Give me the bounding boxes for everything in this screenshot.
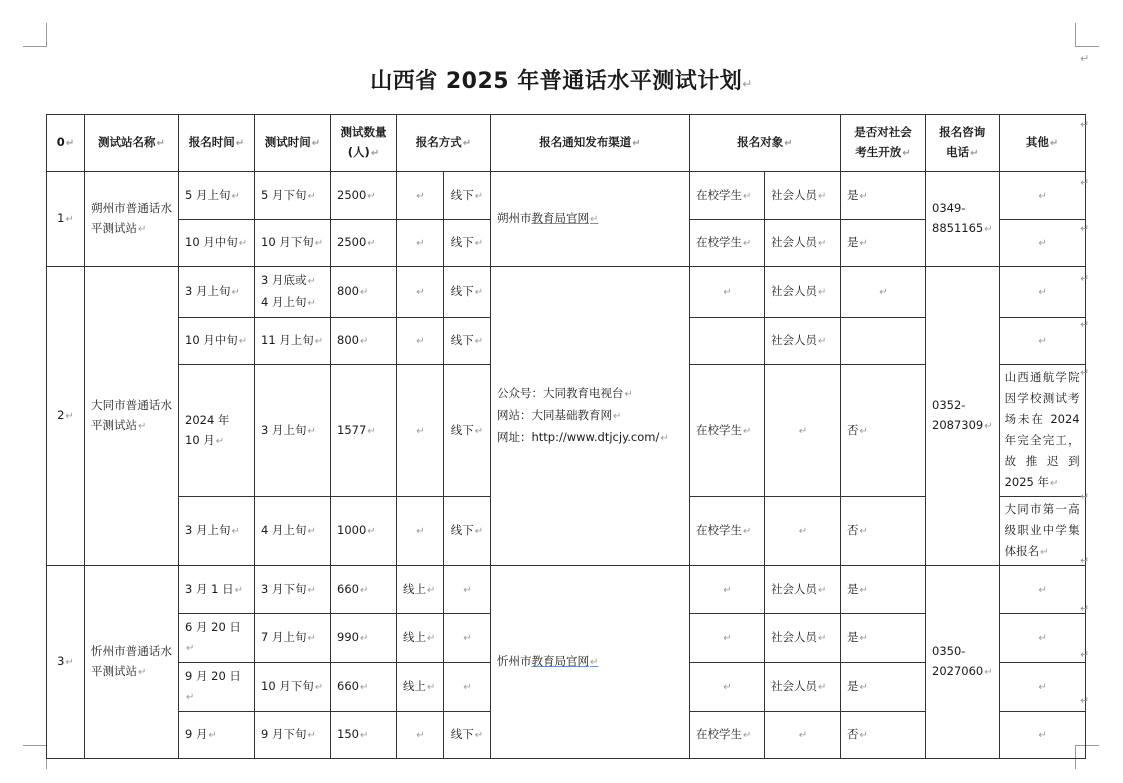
table-row: 2024 年 10 月 ↵ 3 月上旬 ↵ 1577 ↵ ↵ 线下 ↵ 在校学生 ↵ ↵ 否 ↵ 山西通航学院因学校测试考场未在 2024 年完全完工，故推迟到 2025 年 ↵	[47, 365, 1086, 497]
row-end-mark-icon: ↵	[1080, 602, 1090, 615]
header-count: 测试数量 (人) ↵	[331, 115, 397, 172]
row-end-mark-icon: ↵	[1080, 648, 1090, 661]
row-end-mark-icon: ↵	[1080, 176, 1090, 189]
table-row: 9 月 20 日 ↵ 10 月下旬 ↵ 660 ↵ 线上 ↵ ↵ ↵ 社会人员 ↵ 是 ↵ ↵	[47, 663, 1086, 712]
header-channel: 报名通知发布渠道 ↵	[491, 115, 690, 172]
row-end-mark-icon: ↵	[1080, 318, 1090, 331]
channel-link[interactable]: 教育局官网 ↵	[532, 654, 599, 668]
header-target: 报名对象 ↵	[690, 115, 841, 172]
row-end-mark-icon: ↵	[1080, 272, 1090, 285]
station-index: 3 ↵	[47, 566, 85, 759]
header-phone: 报名咨询 电话 ↵	[926, 115, 1000, 172]
station-channel: 朔州市教育局官网 ↵	[491, 172, 690, 267]
crop-mark-top-left	[23, 23, 47, 47]
table-row: 1 ↵ 朔州市普通话水平测试站 ↵ 5 月上旬 ↵ 5 月下旬 ↵ 2500 ↵ ↵ 线下 ↵ 朔州市教育局官网 ↵ 在校学生 ↵ 社会人员 ↵ 是 ↵ 0349- 8851165 ↵ ↵	[47, 172, 1086, 220]
test-plan-table	[46, 114, 1086, 759]
station-phone: 0350- 2027060 ↵	[926, 566, 1000, 759]
channel-link[interactable]: 教育局官网 ↵	[532, 211, 599, 225]
header-test-time: 测试时间 ↵	[255, 115, 331, 172]
station-phone: 0352- 2087309 ↵	[926, 267, 1000, 566]
row-end-mark-icon: ↵	[1080, 366, 1090, 379]
row-end-mark-icon: ↵	[1080, 52, 1090, 65]
remark-note: 大同市第一高级职业中学集体报名 ↵	[999, 497, 1085, 566]
channel-url[interactable]: 网址：http://www.dtjcjy.com/ ↵	[497, 427, 683, 449]
header-other: 其他 ↵	[999, 115, 1085, 172]
station-name: 忻州市普通话水平测试站 ↵	[85, 566, 179, 759]
paragraph-mark-icon: ↵	[742, 77, 753, 91]
row-end-mark-icon: ↵	[1080, 222, 1090, 235]
row-end-mark-icon: ↵	[1080, 118, 1090, 131]
table-row: 3 月上旬 ↵ 4 月上旬 ↵ 1000 ↵ ↵ 线下 ↵ 在校学生 ↵ ↵ 否 ↵ 大同市第一高级职业中学集体报名 ↵	[47, 497, 1086, 566]
header-index: 0 ↵	[47, 115, 85, 172]
document-title: 山西省 2025 年普通话水平测试计划↵	[370, 69, 753, 94]
table-row: 2 ↵ 大同市普通话水平测试站 ↵ 3 月上旬 ↵ 3 月底或 ↵ 4 月上旬 ↵ 800 ↵ ↵ 线下 ↵ 公众号：大同教育电视台 ↵ 网站：大同基础教育网 ↵ 网址：http://www.dtjcjy.com/ ↵ ↵ 社会人员 ↵ ↵ 0352- 2087309 ↵ ↵	[47, 267, 1086, 318]
row-end-mark-icon: ↵	[1080, 554, 1090, 567]
crop-mark-top-right	[1075, 23, 1099, 47]
table-header-row	[47, 115, 1086, 172]
remark-note: 山西通航学院因学校测试考场未在 2024 年完全完工，故推迟到 2025 年 ↵	[999, 365, 1085, 497]
header-reg-time: 报名时间 ↵	[179, 115, 255, 172]
station-name: 朔州市普通话水平测试站 ↵	[85, 172, 179, 267]
station-channel: 公众号：大同教育电视台 ↵ 网站：大同基础教育网 ↵ 网址：http://www.dtjcjy.com/ ↵	[491, 267, 690, 566]
table-row: 6 月 20 日 ↵ 7 月上旬 ↵ 990 ↵ 线上 ↵ ↵ ↵ 社会人员 ↵ 是 ↵ ↵	[47, 614, 1086, 663]
table-row: 10 月中旬 ↵ 11 月上旬 ↵ 800 ↵ ↵ 线下 ↵ 社会人员 ↵ ↵	[47, 318, 1086, 365]
station-phone: 0349- 8851165 ↵	[926, 172, 1000, 267]
table-row: 9 月 ↵ 9 月下旬 ↵ 150 ↵ ↵ 线下 ↵ 在校学生 ↵ ↵ 否 ↵ ↵	[47, 712, 1086, 759]
station-channel: 忻州市教育局官网 ↵	[491, 566, 690, 759]
station-name: 大同市普通话水平测试站 ↵	[85, 267, 179, 566]
table-row: 3 ↵ 忻州市普通话水平测试站 ↵ 3 月 1 日 ↵ 3 月下旬 ↵ 660 ↵ 线上 ↵ ↵ 忻州市教育局官网 ↵ ↵ 社会人员 ↵ 是 ↵ 0350- 2027060 ↵ ↵	[47, 566, 1086, 614]
station-index: 1 ↵	[47, 172, 85, 267]
row-end-mark-icon: ↵	[1080, 694, 1090, 707]
crop-mark-bottom-left	[23, 745, 47, 769]
station-index: 2 ↵	[47, 267, 85, 566]
table-row: 10 月中旬 ↵ 10 月下旬 ↵ 2500 ↵ ↵ 线下 ↵ 在校学生 ↵ 社会人员 ↵ 是 ↵ ↵	[47, 220, 1086, 267]
row-end-mark-icon: ↵	[1080, 490, 1090, 503]
header-open: 是否对社会 考生开放 ↵	[841, 115, 926, 172]
header-station: 测试站名称 ↵	[85, 115, 179, 172]
header-method: 报名方式 ↵	[397, 115, 491, 172]
